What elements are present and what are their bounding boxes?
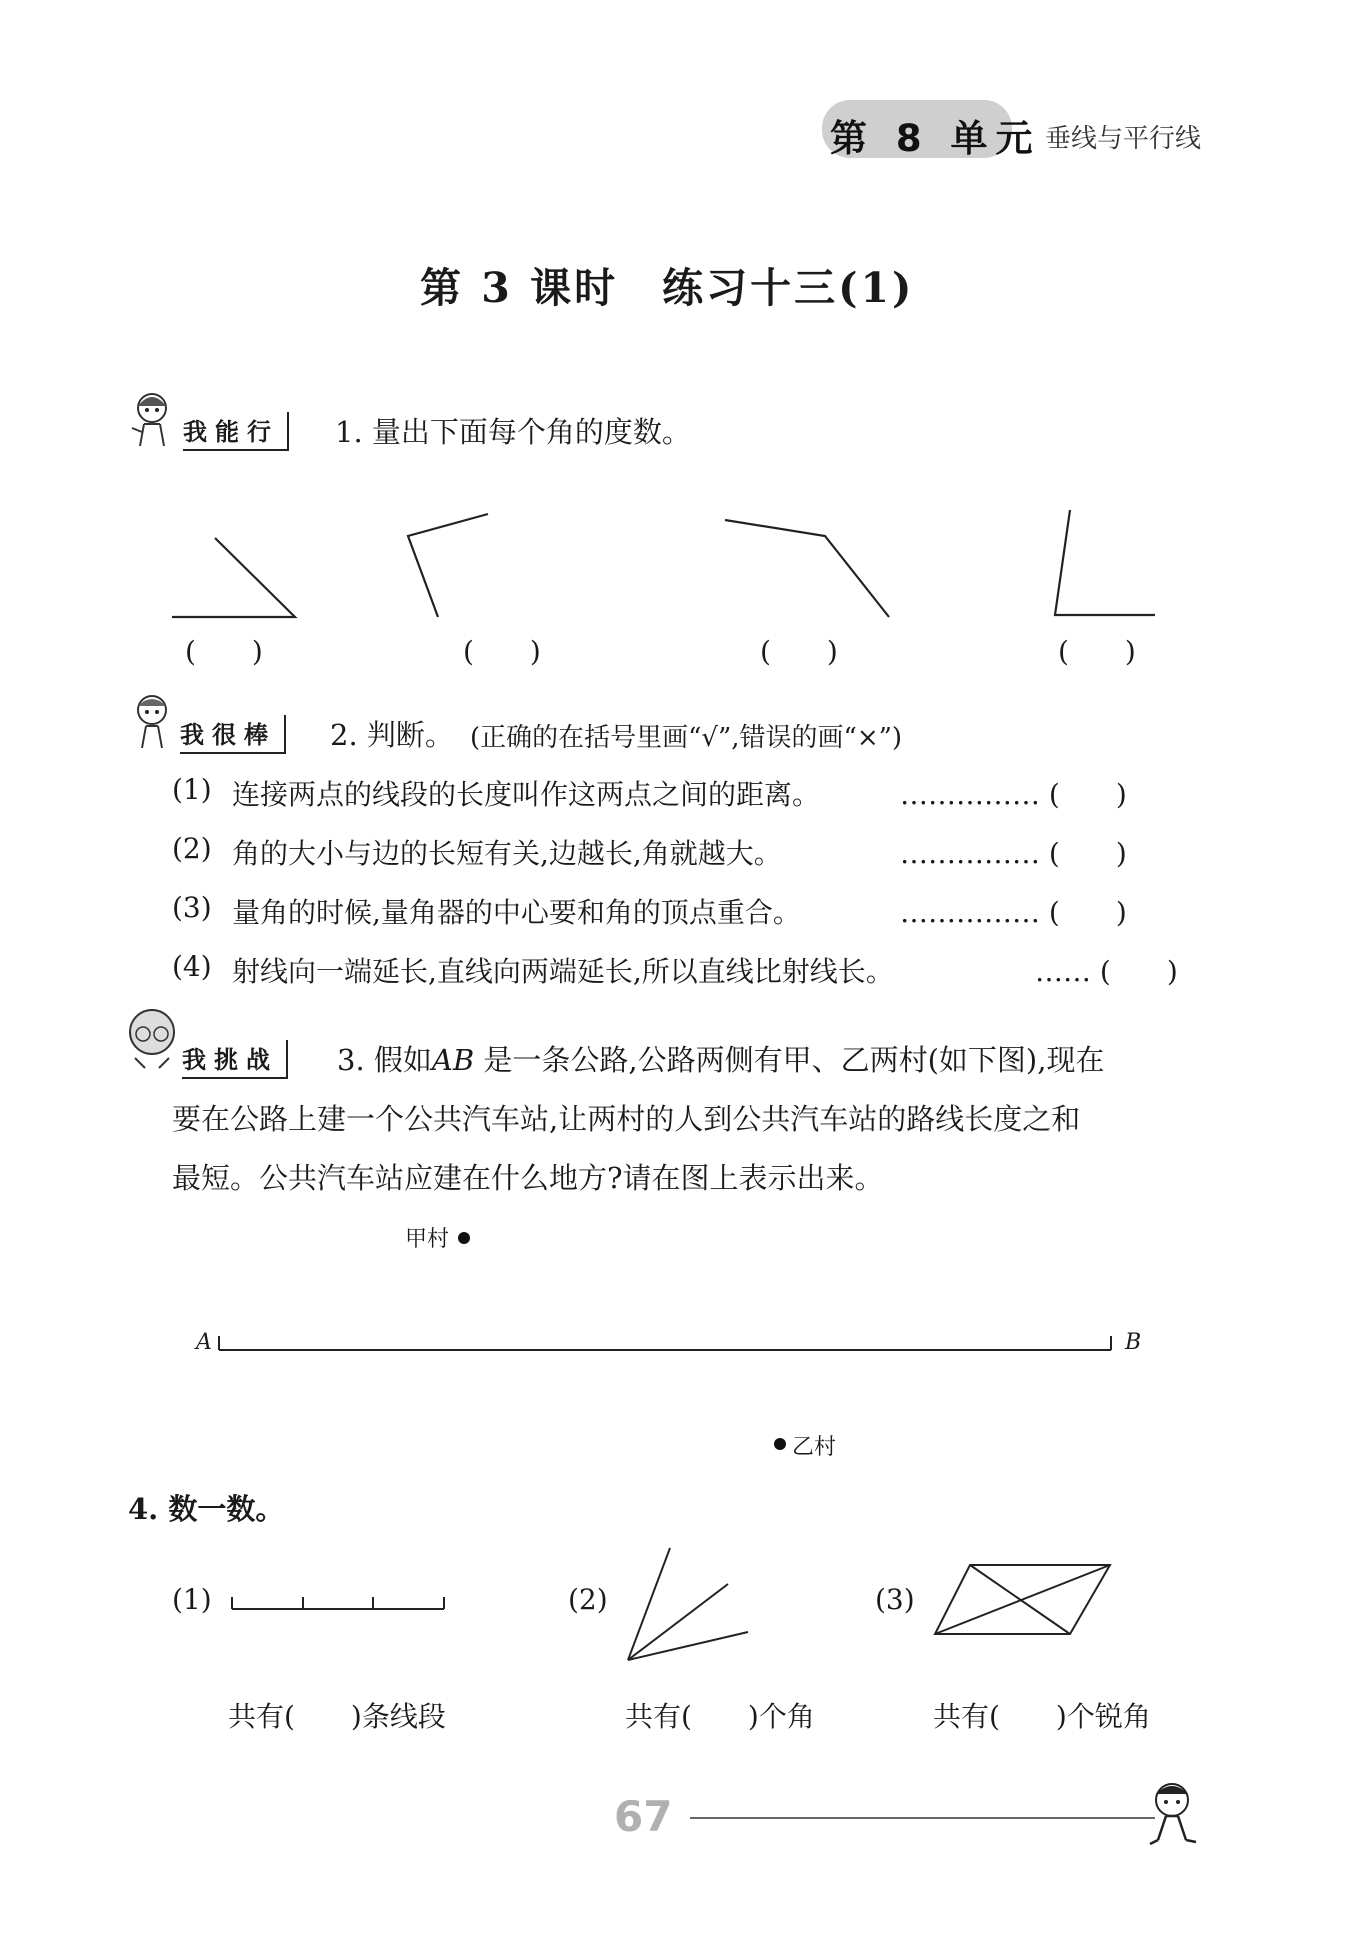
village-a-point — [456, 1230, 472, 1246]
question-3-line-1 — [337, 1038, 1104, 1079]
answer-blank-1[interactable]: ( ) — [185, 635, 263, 668]
angle-figure-4 — [1055, 510, 1155, 615]
judge-item-4-answer[interactable]: …… ( ) — [1035, 955, 1178, 988]
footer-mascot-icon — [1140, 1778, 1208, 1853]
judge-item-3-num: (3) — [172, 891, 212, 924]
answer-blank-4[interactable]: ( ) — [1058, 635, 1136, 668]
village-a-label: 甲村 — [405, 1227, 450, 1252]
judge-item-4-num: (4) — [172, 950, 212, 983]
angle-figures — [160, 500, 1180, 640]
judge-item-1-num: (1) — [172, 773, 212, 806]
angle-figure-3 — [725, 520, 889, 617]
judge-item-2-answer[interactable]: …………… ( ) — [900, 837, 1127, 870]
judge-item-2-text: 角的大小与边的长短有关,边越长,角就越大。 — [232, 837, 782, 870]
angle-figure-2-shape — [408, 514, 488, 617]
answer-blank-2[interactable]: ( ) — [463, 635, 541, 668]
section-tag-level2: 我很棒 — [180, 715, 286, 754]
count-answer-2[interactable]: 共有( )个角 — [625, 1700, 815, 1733]
judge-item-4-text: 射线向一端延长,直线向两端延长,所以直线比射线长。 — [232, 955, 894, 988]
question-3-text-a: 假如 — [373, 1043, 432, 1077]
road-endpoint-b: B — [1125, 1330, 1142, 1355]
unit-subtitle: 垂线与平行线 — [1045, 124, 1202, 154]
answer-blank-3[interactable]: ( ) — [760, 635, 838, 668]
judge-item-2-num: (2) — [172, 832, 212, 865]
question-3-number: 3. — [337, 1043, 365, 1077]
count-answer-3[interactable]: 共有( )个锐角 — [933, 1700, 1151, 1733]
footer-rule — [690, 1815, 1155, 1821]
count-part-2-num: (2) — [568, 1583, 608, 1616]
angles-figure — [620, 1540, 760, 1670]
count-part-3-num: (3) — [875, 1583, 915, 1616]
page-number: 67 — [614, 1792, 673, 1841]
lesson-title: 第 3 课时 练习十三(1) — [420, 264, 915, 312]
angle-figure-1 — [172, 538, 295, 617]
section-tag-level3: 我挑战 — [182, 1040, 288, 1079]
count-answer-1[interactable]: 共有( )条线段 — [228, 1700, 446, 1733]
judge-item-3-text: 量角的时候,量角器的中心要和角的顶点重合。 — [232, 896, 801, 929]
judge-item-3-answer[interactable]: …………… ( ) — [900, 896, 1127, 929]
question-2-title: 2. 判断。 — [330, 718, 454, 752]
judge-item-1-answer[interactable]: …………… ( ) — [900, 778, 1127, 811]
section-tag-level1: 我能行 — [183, 412, 289, 451]
segment-figure — [228, 1585, 448, 1615]
question-4-title: 4. 数一数。 — [128, 1492, 285, 1526]
unit-title: 第 8 单元 — [830, 117, 1041, 160]
question-1: 1. 量出下面每个角的度数。 — [335, 415, 691, 449]
mascot-girl-icon — [128, 388, 178, 450]
village-b-label: 乙村 — [792, 1435, 837, 1460]
count-part-1-num: (1) — [172, 1583, 212, 1616]
road-label-ab: AB — [431, 1043, 475, 1077]
mascot-pair-icon — [125, 1008, 180, 1070]
mascot-boy-icon — [128, 690, 178, 752]
judge-item-1-text: 连接两点的线段的长度叫作这两点之间的距离。 — [232, 778, 821, 811]
question-2-instruction: (正确的在括号里画“√”,错误的画“×”) — [470, 723, 903, 753]
road-segment-ab — [215, 1330, 1120, 1354]
question-3-text-c: 是一条公路,公路两侧有甲、乙两村(如下图),现在 — [483, 1043, 1105, 1077]
question-3-line-3: 最短。公共汽车站应建在什么地方?请在图上表示出来。 — [172, 1161, 884, 1195]
question-3-line-2: 要在公路上建一个公共汽车站,让两村的人到公共汽车站的路线长度之和 — [172, 1102, 1081, 1136]
road-endpoint-a: A — [196, 1330, 212, 1355]
parallelogram-figure — [930, 1560, 1120, 1640]
village-b-point — [772, 1436, 788, 1452]
